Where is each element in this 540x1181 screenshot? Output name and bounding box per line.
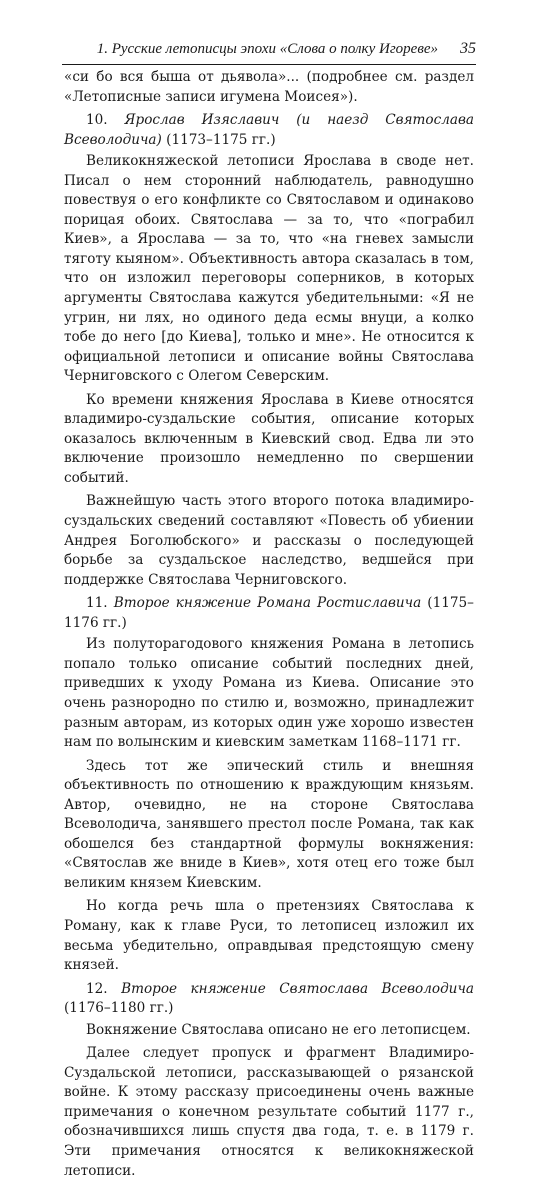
section-heading-12 xyxy=(64,980,474,1019)
page-number: 35 xyxy=(460,40,476,57)
section-heading-11 xyxy=(64,594,474,633)
body-text xyxy=(64,68,474,1181)
section-heading-10 xyxy=(64,111,474,150)
paragraph xyxy=(64,1044,474,1181)
section-years: (1173–1175 гг.) xyxy=(166,131,276,148)
paragraph-text: Здесь тот же эпический стиль и внешняя объективность по отношению к враждующим князьям. Автор, очевидно, не на стороне Святослава Всеволодича, занявшего престол после Романа, так как обошелся без стандартной формулы вокняжения: «Святослав же вниде в Киев», хотя отец его тоже был великим князем Киевским. xyxy=(64,757,474,891)
paragraph-text: Важнейшую часть этого второго потока владимиро-суздальских сведений составляют «Повесть об убиении Андрея Боголюбского» и рассказы о последующей борьбе за суздальское наследство, ведшейся при поддержке Святослава Черниговского. xyxy=(64,493,474,588)
section-number: 10. xyxy=(86,112,108,129)
paragraph xyxy=(64,1021,474,1041)
section-number: 12. xyxy=(86,980,108,997)
section-title: Ярослав Изяславич (и наезд Святослава Всеволодича) xyxy=(64,112,474,148)
section-number: 11. xyxy=(86,595,108,612)
paragraph xyxy=(64,635,474,752)
running-header xyxy=(62,40,476,65)
paragraph-text: «си бо вся быша от дьявола»... (подробнее см. раздел «Летописные записи игумена Моисея»). xyxy=(64,69,474,105)
paragraph xyxy=(64,897,474,975)
paragraph xyxy=(64,391,474,489)
paragraph-text: Вокняжение Святослава описано не его летописцем. xyxy=(86,1021,471,1038)
paragraph xyxy=(64,152,474,387)
section-years: (1176–1180 гг.) xyxy=(64,1000,174,1017)
paragraph xyxy=(64,757,474,894)
paragraph-text: Но когда речь шла о претензиях Святослава к Роману, как к главе Руси, то летописец изложил их весьма убедительно, оправдывая предстоящую смену князей. xyxy=(64,898,474,974)
paragraph-continuation xyxy=(64,68,474,107)
section-years: (1175–1176 гг.) xyxy=(64,595,474,631)
section-title: Второе княжение Святослава Всеволодича xyxy=(121,980,475,997)
running-title: 1. Русские летописцы эпохи «Слова о полку Игореве» xyxy=(96,41,438,57)
paragraph-text: Великокняжеской летописи Ярослава в своде нет. Писал о нем сторонний наблюдатель, равнодушно повествуя о его конфликте со Святославом и одинаково порицая обоих. Святослава — за то, что «пограбил Киев», а Ярослава — за то, что «на гневех замысли тяготу кыяном». Объективность автора сказалась в том, что он изложил переговоры соперников, в которых аргументы Святослава кажутся убедительными: «Я не угрин, ни лях, но одиного деда есмы внуци, а колко тобе до него [до Киева], только и мне». Не относится к официальной летописи и описание войны Святослава Черниговского с Олегом Северским. xyxy=(64,153,474,385)
paragraph xyxy=(64,492,474,590)
section-title: Второе княжение Романа Ростиславича xyxy=(113,595,422,612)
paragraph-text: Далее следует пропуск и фрагмент Владимиро-Суздальской летописи, рассказывающей о рязанской войне. К этому рассказу присоединены очень важные примечания о конечном результате событий 1177 г., обозначившихся лишь спустя два года, т. е. в 1179 г. Эти примечания относятся к великокняжеской летописи. xyxy=(64,1045,474,1179)
paragraph-text: Ко времени княжения Ярослава в Киеве относятся владимиро-суздальские события, описание которых оказалось включенным в Киевский свод. Едва ли это включение произошло немедленно по свершении событий. xyxy=(64,391,474,486)
paragraph-text: Из полуторагодового княжения Романа в летопись попало только описание событий последних дней, приведших к уходу Романа из Киева. Описание это очень разнородно по стилю и, возможно, принадлежит разным авторам, из которых один уже хорошо известен нам по волынским и киевским заметкам 1168–1171 гг. xyxy=(64,636,474,751)
